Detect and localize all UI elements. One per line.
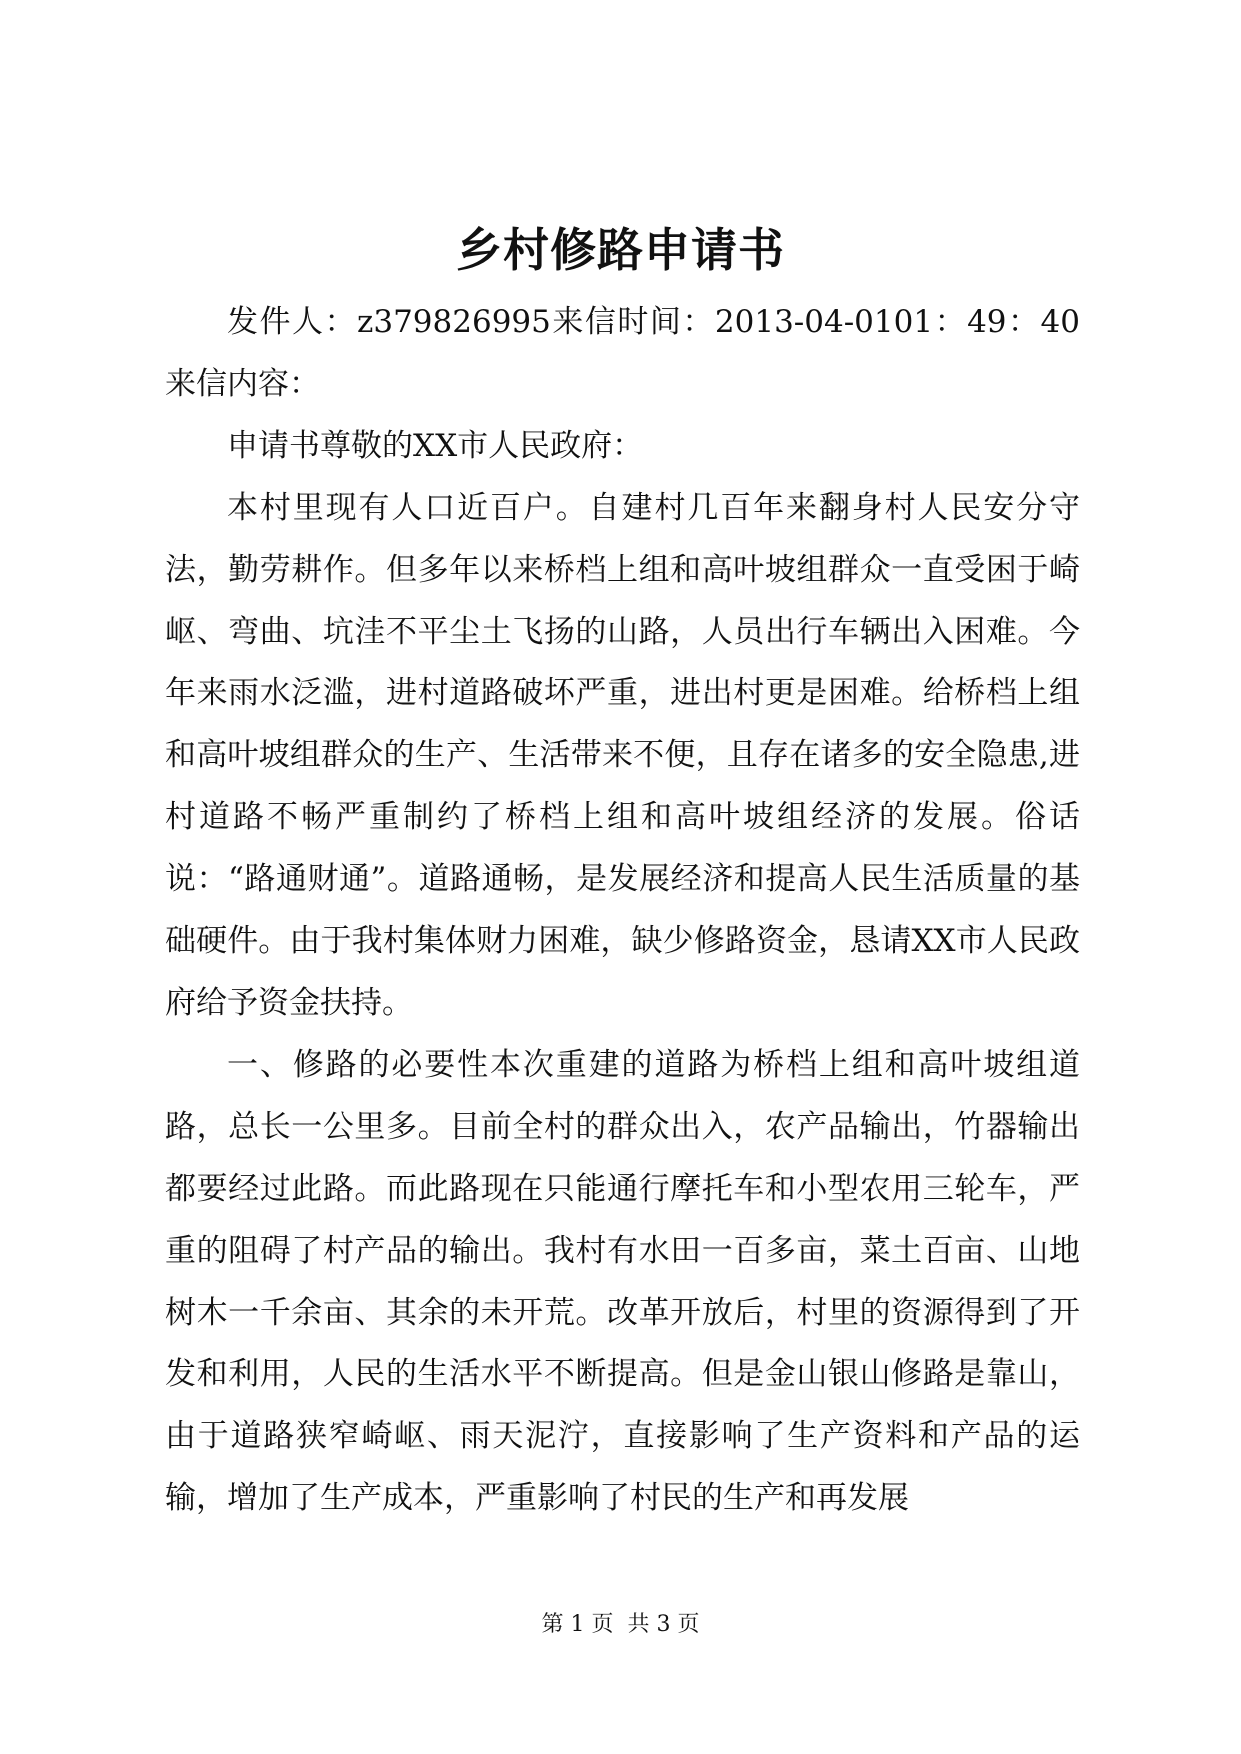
background-paragraph: 本村里现有人口近百户。自建村几百年来翻身村人民安分守法，勤劳耕作。但多年以来桥档上组和高叶坡组群众一直受困于崎岖、弯曲、坑洼不平尘土飞扬的山路，人员出行车辆出入困难。今年来雨水泛滥，进村道路破坏严重，进出村更是困难。给桥档上组和高叶坡组群众的生产、生活带来不便，且存在诸多的安全隐患,进村道路不畅严重制约了桥档上组和高叶坡组经济的发展。俗话说：“路通财通”。道路通畅，是发展经济和提高人民生活质量的基础硬件。由于我村集体财力困难，缺少修路资金，恳请XX市人民政府给予资金扶持。 (165, 489, 1080, 1021)
document-body (165, 292, 1080, 1530)
sender-info-paragraph: 发件人：z379826995来信时间：2013-04-0101：49：40来信内容： (165, 304, 1080, 402)
document-title: 乡村修路申请书 (456, 223, 785, 277)
page-number: 第 1 页 共 3 页 (541, 1612, 700, 1637)
salutation-paragraph: 申请书尊敬的XX市人民政府： (227, 427, 644, 464)
page-footer (0, 1610, 1241, 1640)
necessity-paragraph: 一、修路的必要性本次重建的道路为桥档上组和高叶坡组道路，总长一公里多。目前全村的群众出入，农产品输出，竹器输出都要经过此路。而此路现在只能通行摩托车和小型农用三轮车，严重的阻碍了村产品的输出。我村有水田一百多亩，菜土百亩、山地树木一千余亩、其余的未开荒。改革开放后，村里的资源得到了开发和利用，人民的生活水平不断提高。但是金山银山修路是靠山，由于道路狭窄崎岖、雨天泥泞，直接影响了生产资料和产品的运输，增加了生产成本，严重影响了村民的生产和再发展 (165, 1046, 1080, 1517)
